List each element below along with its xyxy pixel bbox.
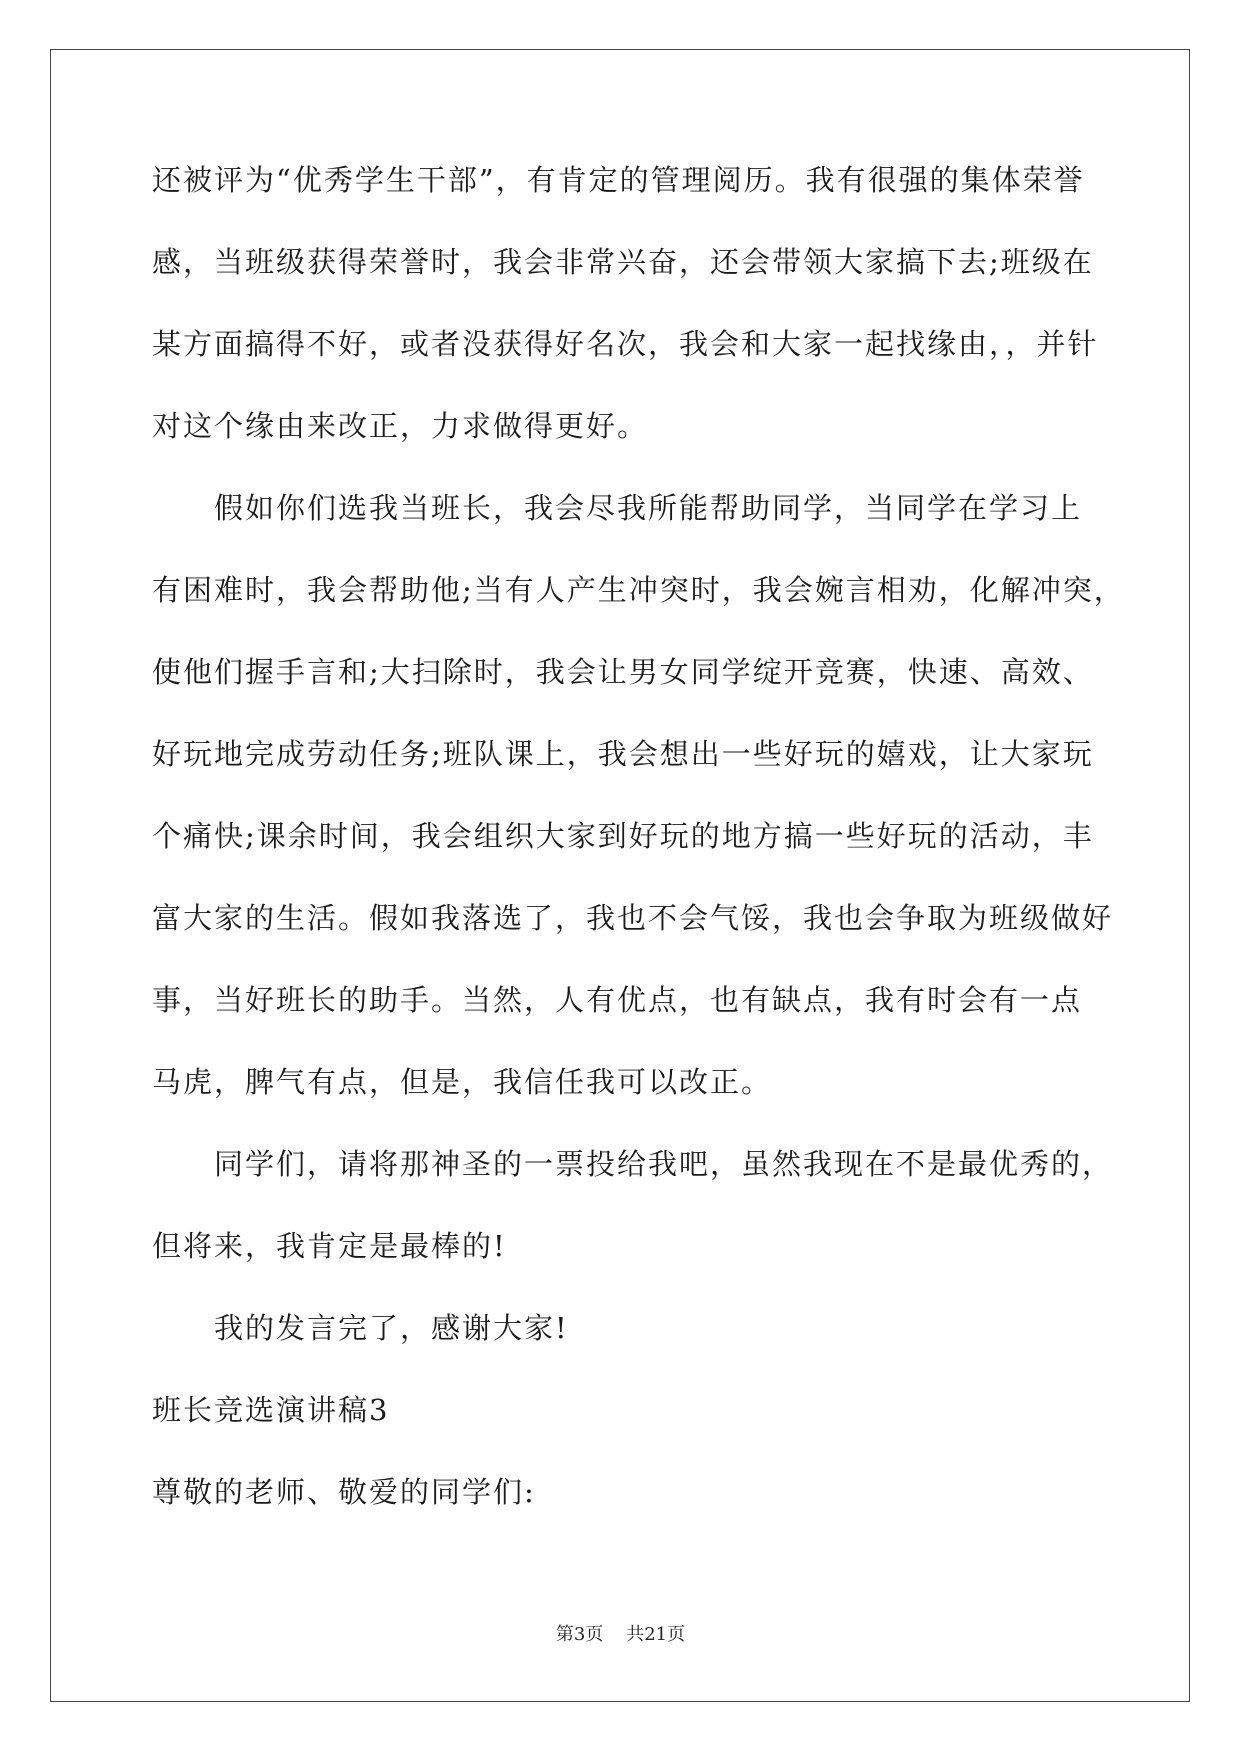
text-line: 感，当班级获得荣誉时，我会非常兴奋，还会带领大家搞下去;班级在 [152, 245, 1094, 279]
text-line: 某方面搞得不好，或者没获得好名次，我会和大家一起找缘由，，并针 [152, 327, 1099, 361]
section-title: 班长竞选演讲稿3 [152, 1393, 390, 1427]
salutation: 尊敬的老师、敬爱的同学们: [152, 1475, 536, 1509]
text-line: 事，当好班长的助手。当然，人有优点，也有缺点，我有时会有一点 [152, 983, 1083, 1017]
text-line: 好玩地完成劳动任务;班队课上，我会想出一些好玩的嬉戏，让大家玩 [152, 737, 1094, 771]
text-line: 富大家的生活。假如我落选了，我也不会气馁，我也会争取为班级做好 [152, 901, 1114, 935]
text-line: 对这个缘由来改正，力求做得更好。 [152, 409, 649, 443]
text-line: 马虎，脾气有点，但是，我信任我可以改正。 [152, 1065, 773, 1099]
text-line: 但将来，我肯定是最棒的! [152, 1229, 507, 1263]
closing-line: 我的发言完了，感谢大家! [214, 1311, 569, 1345]
text-line: 有困难时，我会帮助他;当有人产生冲突时，我会婉言相劝，化解冲突， [152, 573, 1125, 607]
text-line: 个痛快;课余时间，我会组织大家到好玩的地方搞一些好玩的活动，丰 [152, 819, 1094, 853]
paragraph-first-line: 假如你们选我当班长，我会尽我所能帮助同学，当同学在学习上 [214, 491, 1083, 525]
page-number-footer: 第3页 共21页 [555, 1624, 686, 1645]
document-body [152, 160, 1125, 1554]
text-line: 还被评为“优秀学生干部”，有肯定的管理阅历。我有很强的集体荣誉 [152, 163, 1085, 197]
text-line: 使他们握手言和;大扫除时，我会让男女同学绽开竞赛，快速、高效、 [152, 655, 1094, 689]
paragraph-first-line: 同学们，请将那神圣的一票投给我吧，虽然我现在不是最优秀的， [214, 1147, 1114, 1181]
